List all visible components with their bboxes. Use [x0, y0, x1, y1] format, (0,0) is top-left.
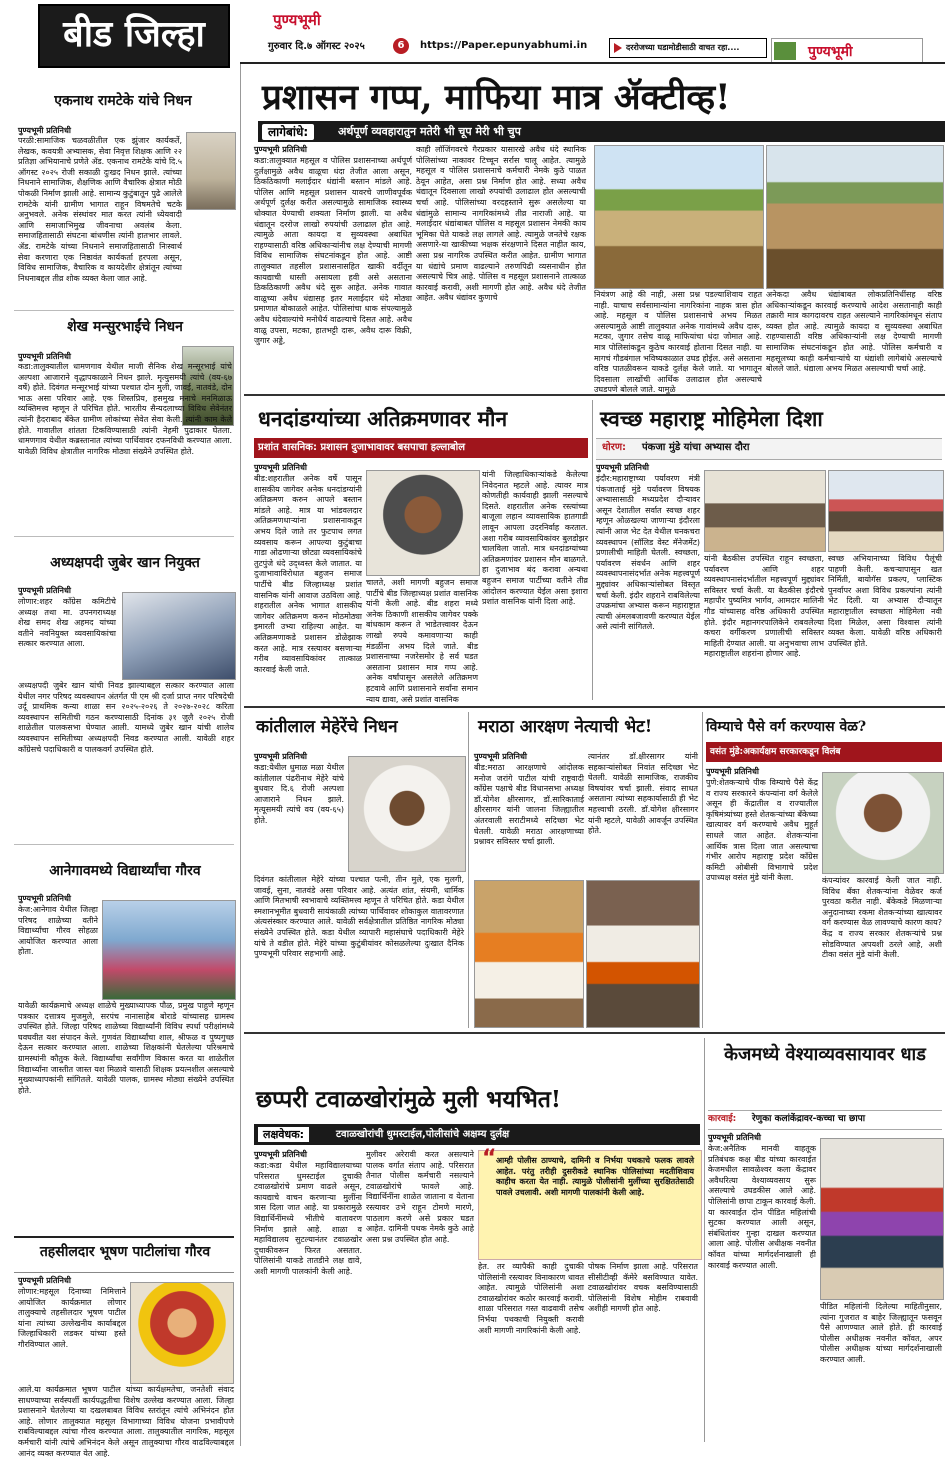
swachh-col-2: यांनी बैठकीस उपस्थित राहून स्वच्छता, पर्यावरण आणि शहर व्यवस्थापनासंदर्भातील महत्त्वपूर्ण मुद्द्यांवर सविस्तर चर्चा केली. या बैठकीस इंदौरचे महापौर पुष्यमित्र भार्गव, आमदार मालिनी गौड यांच्यासह वरिष्ठ अधिकारी उपस्थित होते. इंदौर महानगरपालिकेने राबवलेल्या कचरा वर्गीकरण प्रणालीची सविस्तर माहिती देण्यात आली. या अनुभवाचा लाभ महाराष्ट्रातील शहरांना होणार आहे.	[704, 554, 824, 659]
ramteke-photo	[186, 132, 236, 210]
shaikh-headline: शेख मन्सुरभाईंचे निधन	[67, 319, 183, 335]
divider	[704, 1038, 705, 1442]
bhushan-byline: पुण्यभूमी प्रतिनिधी	[18, 1276, 71, 1285]
bhushan-headline: तहसीलदार भूषण पाटीलांचा गौरव	[39, 1244, 211, 1260]
vimya-col-1: पुणे:शेतकऱ्याचे पीक विम्याचे पैसे केंद्र व राज्य सरकारने कंपन्यांना वर्ग केलेले असून ही केंद्रातील व राज्यातील कृषिमंत्र्यांच्या हस्ते शेतकऱ्यांच्या बँकेच्या खात्यावर वर्ग करण्याचे अवैध मुहूर्त साधले जात आहेत. शेतकऱ्यांना आर्थिक त्रास दिला जात असल्याचा गंभीर आरोप महाराष्ट्र प्रदेश काँग्रेस कमिटी ओबीसी विभागाचे प्रदेश उपाध्यक्ष वसंत मुंडे यांनी केला.	[706, 778, 818, 883]
swachh-col-3: स्वच्छ अभियानाच्या विविध पैलूंची पाहणी केली. कचऱ्यापासून खत निर्मिती, बायोगॅस प्रकल्प, प्लास्टिक पुनर्वापर अशा विविध प्रकल्पांना त्यांनी भेट दिली. या अभ्यास दौऱ्यातून महाराष्ट्रातील स्वच्छता मोहिमेला नवी दिशा मिळेल, असा विश्वास त्यांनी व्यक्त केला. यावेळी वरिष्ठ अधिकारी उपस्थित होते.	[828, 554, 942, 648]
kej-text-2: पीडित महिलांनी दिलेल्या माहितीनुसार, त्यांना गुजरात व बाहेर जिल्ह्यातून फसवून पैसे आणण्यात आले होते. ही कारवाई पोलीस अधीक्षक नवनीत कॉवत, अपर पोलीस अधीक्षक यांच्या मार्गदर्शनाखाली करण्यात आली.	[820, 1302, 942, 1364]
kantilal-photo	[348, 756, 466, 872]
ramteke-headline: एकनाथ रामटेके यांचे निधन	[54, 93, 192, 109]
dhandandgya-kicker: प्रशांत वासनिक: प्रशासन दुजाभावावर बसपाचा हल्लाबोल	[258, 442, 465, 453]
kantilal-byline: पुण्यभूमी प्रतिनिधी	[254, 752, 307, 761]
zuber-headline: अध्यक्षपदी जुबेर खान नियुक्त	[50, 555, 200, 571]
kantilal-headline: कांतीलाल मेहेरेंचे निधन	[256, 717, 398, 737]
kantilal-text-1: कडा:येथील धुमाळ मळा येथील कांतीलाल पंढरीनाथ मेहेरे यांचे बुधवार दि.६ रोजी अल्पशा आजाराने निधन झाले. मृत्यूसमयी त्यांचे वय (वय-६५) होते.	[254, 763, 344, 825]
aanegaon-byline: पुण्यभूमी प्रतिनिधी	[18, 894, 71, 903]
vimya-byline: पुण्यभूमी प्रतिनिधी	[706, 767, 759, 776]
ticker-text: दररोजच्या घडामोडीसाठी वाचत रहा....	[626, 43, 740, 52]
lead-photo-2	[766, 145, 944, 289]
kantilal-text-2: दिवंगत कांतीलाल मेहेरे यांच्या पश्चात पत्नी, तीन मुले, एक मुलगी, जावई, सुना, नातवंडे असा परिवार आहे. अत्यंत शांत, संयमी, धार्मिक आणि मितभाषी स्वभावाचे व्यक्तिमत्त्व म्हणून ते परिचित होते. कडा येथील स्मशानभूमीत बुधवारी सायंकाळी त्यांच्या पार्थिवावर शोकाकुल वातावरणात अंत्यसंस्कार करण्यात आले. यावेळी सर्वक्षेत्रातील प्रतिष्ठित नागरिक मोठ्या संख्येने उपस्थित होते. कडा येथील व्यापारी महासंघाचे पदाधिकारी मेहेरे यांचे ते वडील होते. मेहेरे यांच्या कुटुंबीयांवर कोसळलेल्या दुःखात दैनिक पुण्यभूमी परिवार सहभागी आहे.	[254, 875, 464, 959]
aanegaon-text-1: केज:आनेगाव येथील जिल्हा परिषद शाळेच्या वतीने विद्यार्थ्यांचा गौरव सोहळा आयोजित करण्यात आला होता.	[18, 905, 98, 957]
brand-logo-right: पुण्यभूमी	[808, 44, 853, 60]
zuber-text-1: लोणार:शहर काँग्रेस कमिटीचे अध्यक्ष तथा मा. उपनगराध्यक्ष शेख समद शेख अहमद यांच्या वतीने नवनियुक्त व्यवसायिकांचा सत्कार करण्यात आला.	[18, 597, 116, 649]
lead-kicker-text: अर्थपूर्ण व्यवहारातुन मतेरी भी चूप मेरी भी चुप	[338, 125, 521, 138]
dhandandgya-byline: पुण्यभूमी प्रतिनिधी	[254, 463, 307, 472]
swachh-kicker-label: धोरण:	[602, 442, 627, 453]
dhandandgya-col-2: चालते, अशी मागणी बहुजन समाज पार्टीचे बीड जिल्हाध्यक्ष प्रशांत वासनिक यांनी केली आहे. बीड शहरा मध्ये अनेक ठिकाणी शासकीय जागेवर पक्के बांधकाम करून ते भाडेतत्त्वावर देऊन लाखो रुपये कमावणाऱ्या काही मंडळींना अभय दिले जाते. बीड प्रशासनाच्या नजरेसमोर हे सर्व घडत असताना प्रशासन मात्र गप्प आहे. अनेक वर्षांपासून असलेले अतिक्रमण हटवावे आणि प्रशासनाने सर्वांना समान न्याय द्यावा, असे प्रशांत वासनिक	[366, 578, 478, 704]
kej-kicker-text: रेणुका कलांकेंद्रावर-कच्चा चा छापा	[752, 1114, 866, 1124]
vimya-headline: विम्याचे पैसे वर्ग करण्यास वेळ?	[706, 719, 867, 735]
section-name-box	[38, 4, 230, 68]
maratha-col-1: बीड:मराठा आरक्षणाचे आंदोलक मनोज जरांगे पाटील यांची राष्ट्रवादी काँग्रेस पक्षाचे बीड विधानसभा अध्यक्ष डॉ.योगेश क्षीरसागर, डॉ.सारिकाताई क्षीरसागर यांनी जालना जिल्ह्यातील अंतरवाली सराटीमध्ये सदिच्छा भेट घेतली. यावेळी मराठा आरक्षणाच्या प्रश्नावर सविस्तर चर्चा झाली.	[474, 763, 584, 847]
row3-rule	[244, 1032, 945, 1034]
dhandandgya-headline: धनदांडग्यांच्या अतिक्रमणावर मौन	[258, 406, 508, 431]
row2-rule	[244, 706, 945, 708]
brand-box-right	[771, 38, 923, 64]
ticker-box	[609, 38, 767, 58]
divider	[14, 536, 234, 537]
lead-col-3: नियंत्रण आहे की नाही, असा प्रश्न पडल्याशिवाय राहत नाही. याचाच सर्वसामान्यांना नागरिकांना नाहक त्रास होत आहे. महसूल व पोलिस प्रशासनाचे अभय मिळत असल्यामुळे आष्टी तालुक्यात अनेक गावांमध्ये अवैध दारू, मटका, जुगार तसेच वाळू माफियांचा धंदा जोमात आहे. मात्र पोलिसांकडून कुठेच कारवाई होताना दिसत नाही. या मागचं गौडबंगाल भविष्यकाळात उघड होईल. असे असताना वरिष्ठ पातळीवरून याकडे दुर्लक्ष केले जाते. या भागातून दिवसाला लाखोंची आर्थिक उलाढाल होत असल्याचे उघडपणे बोलले जाते. यामुळे	[594, 290, 762, 395]
chappari-col-2: मुलीवर अरेरावी करत असल्याने पालक वर्गात संताप आहे. परिसरात तैनात पोलीस कर्मचारी नसल्याने टवाळखोरांचे फावले आहे. विद्यार्थिनींना शाळेत जाताना व येताना रस्त्यावर उभे राहून टोमणे मारणे, पाठलाग करणे असे प्रकार घडत आहेत. दामिनी पथक नेमके कुठे आहे असा प्रश्न उपस्थित होत आहे.	[366, 1150, 474, 1244]
aanegaon-headline: आनेगावमध्ये विद्यार्थ्यांचा गौरव	[49, 863, 201, 879]
maratha-headline: मराठा आरक्षण नेत्याची भेट!	[478, 717, 653, 737]
lead-col-1: कडा:तालुक्यात महसूल व पोलिस प्रशासनाच्या अर्थपूर्ण दुर्लक्षामुळे अवैध वाळूचा धंदा तेजीत आला असून, ठिकठिकाणी मलाईदार धंद्यांनी बस्तान मांडले आहे. पोलिस आणि महसूल प्रशासन यावरचे जाणीवपूर्वक अर्थपूर्ण दुर्लक्ष करीत असल्यामुळे सामाजिक स्वास्थ्य धोक्यात येण्याची शक्यता निर्माण झाली. या अवैध धंद्यातून दररोज लाखो रुपयांची उलाढाल होत आहे. त्यामुळे आता कायदा व सुव्यवस्था अबाधित राहण्यासाठी वरिष्ठ अधिकाऱ्यांनीच लक्ष देण्याची मागणी विविध सामाजिक संघटनांकडून होत आहे. आष्टी तालुक्यात तहसील प्रशासनासहित खाकी वर्दीतून कायद्याची धास्ती असायला हवी असे असताना ठिकठिकाणी अवैध धंदे सुरू आहेत. अनेक गावात वाळूच्या अवैध धंद्यासह इतर मलाईदार धंदे मोठ्या प्रमाणात बोकाळले आहेत. पोलिसांचा धाक संपल्यामुळे अवैध धंदेवाल्यांचे मनोधैर्य वाढल्याचे दिसत आहे. अवैध वाळू उपसा, मटका, हातभट्टी दारू, अवैध दारू विक्री, जुगार अड्डे,	[254, 156, 412, 346]
kej-kicker-label: कारवाई:	[708, 1114, 737, 1124]
bhushan-text-2: आले.या कार्यक्रमात भूषण पाटील यांच्या कार्यक्षमतेचा, जनतेशी संवाद साधण्याच्या सर्वस्पर्शी कार्यपद्धतीचा विशेष उल्लेख करण्यात आला. जिल्हा प्रशासनाने घेतलेल्या या दखलबाबत विविध स्तरांतून त्यांचे अभिनंदन होत आहे. लोणार तालुक्यात महसूल विभागाच्या विविध योजना प्रभावीपणे राबविल्याबद्दल त्यांचा गौरव करण्यात आला. तालुक्यातील नागरिक, महसूल कर्मचारी यांनी त्यांचे अभिनंदन केले असून तालुक्याचा गौरव वाढविल्याबद्दल आनंद व्यक्त करण्यात येत आहे.	[18, 1385, 234, 1458]
sidebar-divider	[240, 64, 241, 1446]
site-url[interactable]: https://Paper.epunyabhumi.in	[420, 40, 588, 51]
wasnik-photo	[366, 470, 480, 576]
kej-photo	[820, 1138, 944, 1300]
maratha-byline: पुण्यभूमी प्रतिनिधी	[474, 752, 527, 761]
divider	[702, 712, 703, 1028]
bhushan-photo	[130, 1282, 234, 1384]
mundhe-photo	[822, 772, 944, 874]
vimya-kicker: वसंत मुंडे:अकार्यक्षम सरकारकडून विलंब	[710, 747, 841, 757]
page-number-badge	[393, 38, 409, 54]
masthead-rule	[240, 62, 945, 64]
lead-byline: पुण्यभूमी प्रतिनिधी	[254, 145, 307, 154]
kej-byline: पुण्यभूमी प्रतिनिधी	[708, 1133, 761, 1142]
kej-text: केज:अनैतिक मानवी वाहतूक प्रतिबंधक कक्ष बीड यांच्या कारवाईत केजमधील सावळेश्वर कला केंद्रावर अवैधरित्या वेश्याव्यवसाय सुरू असल्याचे उघडकीस आले आहे. पोलिसांनी छापा टाकून कारवाई केली. या कारवाईत दोन पीडित महिलांची सुटका करण्यात आली असून, संबंधितांवर गुन्हा दाखल करण्यात आला आहे. पोलीस अधीक्षक नवनीत कॉवत यांच्या मार्गदर्शनाखाली ही कारवाई करण्यात आली.	[708, 1144, 816, 1270]
maratha-photo-1	[474, 880, 584, 1028]
dhandandgya-col-3: यांनी जिल्हाधिकाऱ्यांकडे केलेल्या निवेदनात म्हटले आहे. त्यावर मात्र कोणतीही कार्यवाही झाली नसल्याचे दिसते. शहरातील अनेक रस्त्यांच्या बाजूला लहान व्यावसायिक हातगाडी लावून आपला उदरनिर्वाह करतात. अशा गरीब व्यावसायिकांवर बुलडोझर चालविला जातो. मात्र धनदांडग्यांच्या अतिक्रमणांवर प्रशासन मौन बाळगते. हा दुजाभाव बंद करावा अन्यथा बहुजन समाज पार्टीच्या वतीने तीव्र आंदोलन करण्यात येईल असा इशारा प्रशांत वासनिक यांनी दिला आहे.	[482, 470, 588, 607]
chappari-col-1: कडा:कडा येथील महाविद्यालयाच्या परिसरात धुमस्टाईल दुचाकी टवाळखोरांचे प्रमाण वाढले असून, कायद्याचे वाचन करणाऱ्या मुलींना त्रास दिला जात आहे. या प्रकारामुळे विद्यार्थिनींमध्ये भीतीचे वातावरण निर्माण झाले आहे. शाळा व महाविद्यालय सुटल्यानंतर टवाळखोर दुचाकीवरून फिरत असतात. पोलिसांनी याकडे तातडीने लक्ष द्यावे, अशी मागणी पालकांनी केली आहे.	[254, 1161, 362, 1276]
swachh-kicker-text: पंकजा मुंडे यांचा अभ्यास दौरा	[642, 442, 750, 453]
ramteke-text: परळी:सामाजिक चळवळीतील एक झुंजार कार्यकर्ते, लेखक, कवयत्री अभ्यासक, सेवा निवृत्त शिक्षक आणि २२ प्रतिज्ञा अभियानाचे प्रणेते ॲड. एकनाथ रामटेके यांचे दि.५ ऑगस्ट २०२५ रोजी सकाळी दुःखद निधन झाले. त्यांच्या निधनाने सामाजिक, शैक्षणिक आणि वैचारिक क्षेत्रात मोठी पोकळी निर्माण झाली आहे. सामान्य कुटुंबातून पुढे आलेले रामटेके यांनी ग्रामीण भागात राहून विषमतेचे चटके अनुभवले. अनेक संस्थांवर मात करत त्यांनी ध्येयवादी आणि समाजाभिमुख जीवनाचा अवलंब केला. समाजहितासाठी संघटना बांधणीस त्यांनी हातभार लावले. ॲड. रामटेके यांच्या निधनाने समाजहितासाठी निःस्वार्थ सेवा करणारा एक निष्ठावंत कार्यकर्ता हरपला असून, विविध सामाजिक, वैचारिक व कायदेशीर क्षेत्रांतून त्यांच्या निधनाबद्दल तीव्र शोक व्यक्त केला जात आहे.	[18, 136, 182, 283]
left-sidebar	[0, 64, 236, 1458]
aanegaon-text-2: यावेळी कार्यक्रमाचे अध्यक्ष शाळेचे मुख्याध्यापक पौळ, प्रमुख पाहुणे म्हणून पत्रकार दत्तात्रय मुजमुले, सरपंच नानासाहेब बोराडे यांच्यासह ग्रामस्थ उपस्थित होते. जिल्हा परिषद शाळेच्या विद्यार्थ्यांनी विविध स्पर्धा परीक्षांमध्ये घवघवीत यश संपादन केले. गुणवंत विद्यार्थ्यांचा शाल, श्रीफळ व पुष्पगुच्छ देऊन सत्कार करण्यात आला. शाळेच्या शिक्षकांनी घेतलेल्या परिश्रमाचे ग्रामस्थांनी कौतुक केले. विद्यार्थ्यांचा सर्वांगीण विकास करत या शाळेतील विद्यार्थ्यांना जास्तीत जास्त यश मिळावे यासाठी शिक्षक प्रयत्नशील असल्याचे मुख्याध्यापकांनी सांगितले. यावेळी पालक, ग्रामस्थ मोठ्या संख्येने उपस्थित होते.	[18, 1001, 234, 1095]
play-icon	[614, 43, 622, 53]
lead-col-4: अनेकदा अवैध धंद्यांबाबत लोकप्रतिनिधींसह वरिष्ठ अधिकाऱ्यांकडून कारवाई करण्याचे आदेश असतानाही काही तक्रारी मात्र कागदावरच राहत असल्याने नागरिकांमधून संताप व्यक्त होत आहे. त्यामुळे कायदा व सुव्यवस्था अबाधित राहण्यासाठी वरिष्ठ अधिकाऱ्यांनी लक्ष देण्याची मागणी सामाजिक संघटनांकडून होत आहे. पोलिस कर्मचारी व महसूलच्या काही कर्मचाऱ्यांचे या धंद्यांशी लागेबांधे असल्याचे बोलले जाते. धंद्याला अभय मिळत असल्याची चर्चा आहे.	[766, 290, 942, 374]
lead-col-2: काही लॉजिंगवरचे गैरप्रकार यासारखे अवैध धंदे स्थानिक पोलिसांच्या नाकावर टिच्चून सर्रास चालू आहेत. त्यामुळे महसूल व पोलिस प्रशासनाचे कर्मचारी नेमके कुठे पाळत ठेवून आहेत, असा प्रश्न निर्माण होत आहे. सध्या अवैध धंद्यातून दिवसाला लाखो रुपयांची उलाढाल होत असल्याची चर्चा आहे. पोलिसांच्या वरदहस्ताने सुरू असलेल्या या धंद्यांमुळे सामान्य नागरिकांमध्ये तीव्र नाराजी आहे. या मलाईदार धंद्यांबाबत पोलिस व महसूल प्रशासन नेमकी काय भूमिका घेते याकडे लक्ष लागले आहे. त्यामुळे जनतेचे रक्षक असणारे-या खाकीच्या भक्षक संरक्षणाने दिसत नाहीत काय, असा प्रश्न नागरिक उपस्थित करीत आहेत. ग्रामीण भागात या धंद्यांचे प्रमाण वाढल्याने तरुणपिढी व्यसनाधीन होत असल्याचे चित्र आहे. पोलिस व महसूल प्रशासनाने तात्काळ कारवाई करावी, अशी मागणी होत आहे. अवैध धंदे तेजीत आहेत. अवैध धंद्यांवर कुणाचे	[416, 145, 586, 303]
date-line: गुरुवार दि.७ ऑगस्ट २०२५	[268, 41, 365, 52]
zuber-byline: पुण्यभूमी प्रतिनिधी	[18, 586, 71, 595]
divider	[592, 400, 593, 700]
swachh-col-1: इंदौर:महाराष्ट्राच्या पर्यावरण मंत्री पंकजाताई मुंडे पर्यावरण विषयक अभ्यासासाठी मध्यप्रदेश दौऱ्यावर असून देशातील सर्वात स्वच्छ शहर म्हणून ओळखल्या जाणाऱ्या इंदौरला त्यांनी आज भेट देत येथील घनकचरा व्यवस्थापन (सॉलिड वेस्ट मॅनेजमेंट) प्रणालीची माहिती घेतली. स्वच्छता, पर्यावरण संवर्धन आणि शहर व्यवस्थापनासंदर्भात अनेक महत्त्वपूर्ण मुद्द्यांवर अधिकाऱ्यांसोबत विस्तृत चर्चा केली. इंदौर शहराने राबविलेल्या उपक्रमांचा अभ्यास करून महाराष्ट्रात त्याची अंमलबजावणी करण्यात येईल असे त्यांनी सांगितले.	[596, 474, 700, 632]
bhushan-text-1: लोणार:महसूल दिनाच्या निमित्ताने आयोजित कार्यक्रमात लोणार तालुक्याचे तहसीलदार भूषण पाटील यांना त्यांच्या उल्लेखनीय कार्याबद्दल जिल्हाधिकारी लडकर यांच्या हस्ते गौरविण्यात आले.	[18, 1287, 126, 1349]
chappari-col-3: हेत. तर व्यापैकी काही दुचाकी पोलिसांनी रस्त्यावर विनाकारण धावत आहेत. त्यामुळे पोलिसांनी अशा टवाळखोरांवर कठोर कारवाई करावी. शाळा परिसरात गस्त वाढवावी तसेच निर्भया पथकाची नियुक्ती करावी अशी मागणी नागरिकांनी केली आहे.	[478, 1262, 584, 1335]
swachh-byline: पुण्यभूमी प्रतिनिधी	[596, 463, 649, 472]
logo-graphic	[774, 42, 796, 60]
lead-bottom-rule	[244, 394, 945, 396]
swachh-photo-1	[704, 470, 826, 552]
zuber-text-2: अध्यक्षपदी जुबेर खान यांची निवड झाल्याबद्दल सत्कार करण्यात आला येथील नगर परिषद व्यवस्थापन अंतर्गत पी एम श्री दर्जा प्राप्त नगर परिषदेची उर्दू प्राथमिक कन्या शाळा सन २०२५-२०२६ ते २०२७-२०२८ करिता व्यवस्थापन समितीची गठन करण्यासाठी दिनांक ३१ जुलै २०२५ रोजी शाळेतील पालकसभा घेण्यात आली. यामध्ये जुबेर खान यांची शालेय व्यवस्थापन समितीच्या अध्यक्षपदी निवड करण्यात आली. यावेळी शहर काँग्रेसचे पदाधिकारी व पालकवर्ग उपस्थित होते.	[18, 681, 234, 754]
ramteke-byline: पुण्यभूमी प्रतिनिधी	[18, 126, 71, 135]
lead-kicker-label: लागेबांधे:	[262, 124, 314, 140]
divider	[14, 844, 234, 845]
kej-headline: केजमध्ये वेश्याव्यवसायावर धाड	[724, 1044, 926, 1065]
masthead	[0, 0, 945, 64]
dhandandgya-col-1: बीड:शहरातील अनेक वर्षे पासून शासकीय जागेवर अनेक धनदांडग्यांनी अतिक्रमण करुन आपले बस्तान मांडले आहे. मात्र या भांडवलदार अतिक्रमणधाऱ्यांना प्रशासनाकडून अभय दिले जाते तर फुटपाथ लगत व्यवसाय करून आपल्या कुटुंबाचा गाडा ओढणाऱ्या छोट्या व्यवसायिकांचे तुटपुंजे धंदे उद्ध्वस्त केले जातात. या दुजाभावाविरोधात बहुजन समाज पार्टीचे बीड जिल्हाध्यक्ष प्रशांत वासनिक यांनी आवाज उठविला आहे. शहरातील अनेक भागात शासकीय जागेवर अतिक्रमण करुन मोठमोठ्या इमारती उभ्या राहिल्या आहेत. या अतिक्रमणाकडे प्रशासन डोळेझाक करत आहे. मात्र रस्त्यावर बसणाऱ्या गरीब व्यावसायिकांवर तात्काळ कारवाई केली जाते.	[254, 474, 362, 674]
chappari-col-4: पोषक निर्माण झाला आहे. परिसरात सीसीटीव्ही कॅमेरे बसविण्यात यावेत. टवाळखोरांवर वचक बसविण्यासाठी पोलिसांनी विशेष मोहीम राबवावी अशीही मागणी होत आहे.	[588, 1262, 698, 1314]
section-name: बीड जिल्हा	[63, 13, 205, 55]
aanegaon-photo	[102, 900, 236, 1000]
swachh-headline: स्वच्छ महाराष्ट्र मोहिमेला दिशा	[600, 406, 823, 431]
chappari-kicker-label: लक्षवेधक:	[258, 1127, 309, 1142]
chappari-byline: पुण्यभूमी प्रतिनिधी	[254, 1150, 307, 1159]
maratha-col-2: त्यानंतर डॉ.क्षीरसागर यांनी सहकाऱ्यांसोबत निवांत सदिच्छा भेट घेतली. यावेळी सामाजिक, राजकीय विषयांवर चर्चा झाली. संवाद साधत असताना त्यांच्या सहकार्यासाठी ही भेट महत्त्वाची ठरली. डॉ.योगेश क्षीरसागर यांनी म्हटले, यावेळी आवर्जून उपस्थित होते.	[588, 752, 698, 836]
chappari-headline: छप्परी टवाळखोरांमुळे मुली भयभित!	[256, 1086, 561, 1113]
shaikh-byline: पुण्यभूमी प्रतिनिधी	[18, 352, 71, 361]
divider	[468, 712, 469, 1028]
page-number: 6	[397, 40, 405, 51]
brand-logo-left: पुण्यभूमी	[273, 11, 321, 29]
maratha-photo-2	[586, 880, 700, 1028]
swachh-photo-2	[828, 470, 944, 552]
quote-icon: “	[482, 1146, 497, 1171]
lead-photo-1	[594, 145, 764, 289]
vimya-col-2: कंपन्यांवर कारवाई केली जात नाही. विविध बँका शेतकऱ्यांना वेळेवर कर्ज पुरवठा करीत नाही. बँकेकडे मिळणाऱ्या अनुदानाच्या रकमा शेतकऱ्यांच्या खात्यावर वर्ग करण्यास वेळ लावण्याचे कारण काय? केंद्र व राज्य सरकार शेतकऱ्यांचे प्रश्न सोडविण्यात अपयशी ठरले आहे, अशी टीका वसंत मुंडे यांनी केली.	[822, 876, 942, 960]
divider	[14, 310, 234, 311]
chappari-quote: आम्ही पोलीस ठाण्याचे, दामिनी व निर्भया पथकाचे फलक लावले आहेत. परंतु तरीही दुसरीकडे स्थानिक पोलिसांच्या मदतीशिवाय काहीच करता येत नाही. त्यामुळे पोलीसांनी मुलींच्या सुरक्षिततेसाठी पावले उचलावी. अशी मागणी पालकांनी केली आहे.	[496, 1156, 694, 1197]
ramteke-text-cont	[18, 210, 232, 318]
shaikh-text: कडा:तालुक्यातील धामणगाव येथील माजी सैनिक शेख मन्सूरभाई यांचे अल्पशा आजाराने वृद्धापकाळाने निधन झाले. मृत्युसमयी त्यांचे (वय-६७ वर्षे) होते. दिवंगत मन्सूरभाई यांच्या पश्चात दोन मुली, जावई, नातवंडे, दोन भाऊ असा परिवार आहे. एक शिस्तप्रिय, हसमुख मनाचे मनमिळाऊ व्यक्तिमत्त्व म्हणून ते परिचित होते. भारतीय सैन्यदलाच्या विविध सेवेनंतर त्यांनी हैदराबाद बँकेत ग्रामीण लोकांच्या सेवेत सेवा केली. त्यांनी काम केले होते. गावातील शांतता टिकविण्यासाठी त्यांनी नेहमी पुढाकार घेतला. धामणगाव येथील कब्रस्तानात त्यांच्या पार्थिवावर दफनविधी करण्यात आला. यावेळी विविध क्षेत्रातील नागरिक मोठ्या संख्येने उपस्थित होते.	[18, 362, 232, 456]
lead-headline: प्रशासन गप्प, माफिया मात्र ॲक्टीव्ह!	[262, 77, 731, 118]
zuber-photo	[122, 592, 236, 680]
chappari-kicker-text: टवाळखोरांची धुमस्टाईल,पोलीसांचे अक्षम्य दुर्लक्ष	[336, 1129, 510, 1140]
